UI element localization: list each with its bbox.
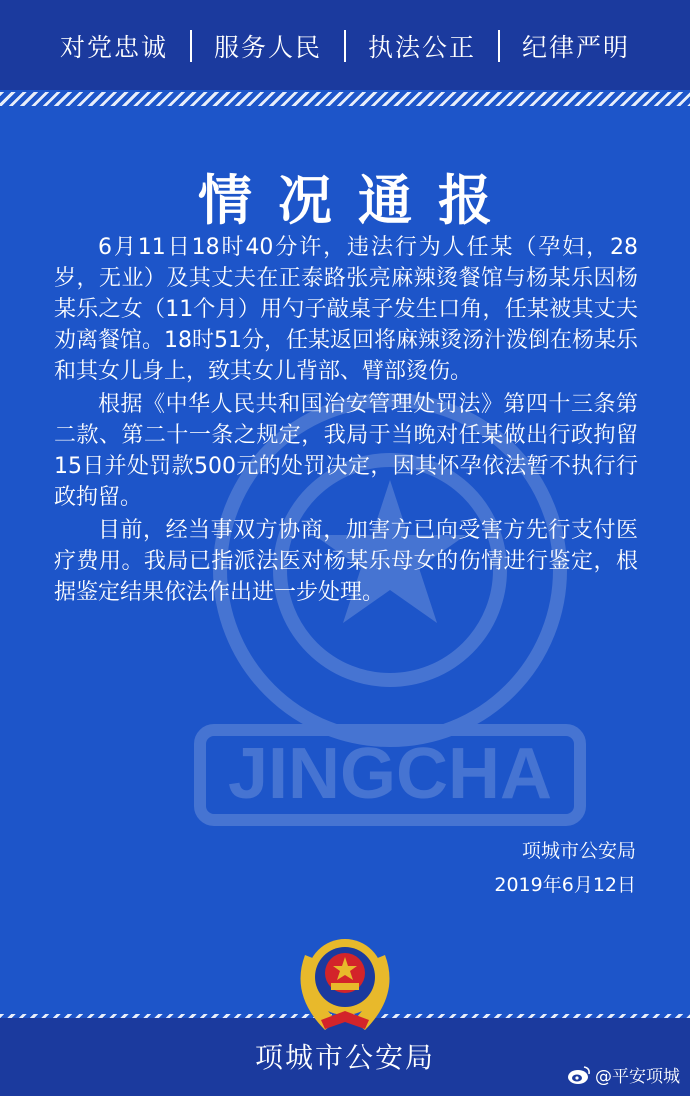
weibo-watermark: [567, 1062, 680, 1087]
police-badge-icon: [285, 925, 405, 1040]
slogan-divider: [190, 30, 192, 62]
slogan-divider: [498, 30, 500, 62]
slogan-1: 对党忠诚: [59, 33, 168, 62]
weibo-handle: @平安项城: [595, 1067, 680, 1087]
paragraph-incident: 6月11日18时40分许，违法行为人任某（孕妇，28岁，无业）及其丈夫在正泰路张亮麻辣烫餐馆与杨某乐因杨某乐之女（11个月）用勺子敲桌子发生口角，任某被其丈夫劝离餐馆。18时51分，任某返回将麻辣烫汤汁泼倒在杨某乐和其女儿身上，致其女儿背部、臂部烫伤。: [54, 235, 638, 384]
paragraph-followup: 目前，经当事双方协商，加害方已向受害方先行支付医疗费用。我局已指派法医对杨某乐母女的伤情进行鉴定，根据鉴定结果依法作出进一步处理。: [54, 518, 638, 605]
weibo-logo-icon: [567, 1065, 591, 1085]
slogan-4: 纪律严明: [522, 33, 631, 62]
signature-block: [494, 834, 636, 902]
footer-title: 项城市公安局: [254, 1041, 435, 1074]
issue-date: 2019年6月12日: [494, 874, 636, 896]
slogan-divider: [344, 30, 346, 62]
slogan-3: 执法公正: [368, 33, 477, 62]
hatched-stripe-top: [0, 92, 690, 106]
paragraph-penalty: 根据《中华人民共和国治安管理处罚法》第四十三条第二款、第二十一条之规定，我局于当晚对任某做出行政拘留15日并处罚款500元的处罚决定，因其怀孕依法暂不执行行政拘留。: [54, 392, 638, 510]
notice-body: [54, 232, 638, 610]
slogan-row: [0, 0, 690, 92]
notice-title: 情况通报: [198, 169, 518, 232]
watermark-text: JINGCHA: [227, 734, 553, 814]
issuer-name: 项城市公安局: [521, 840, 636, 862]
slogan-2: 服务人民: [213, 33, 322, 62]
